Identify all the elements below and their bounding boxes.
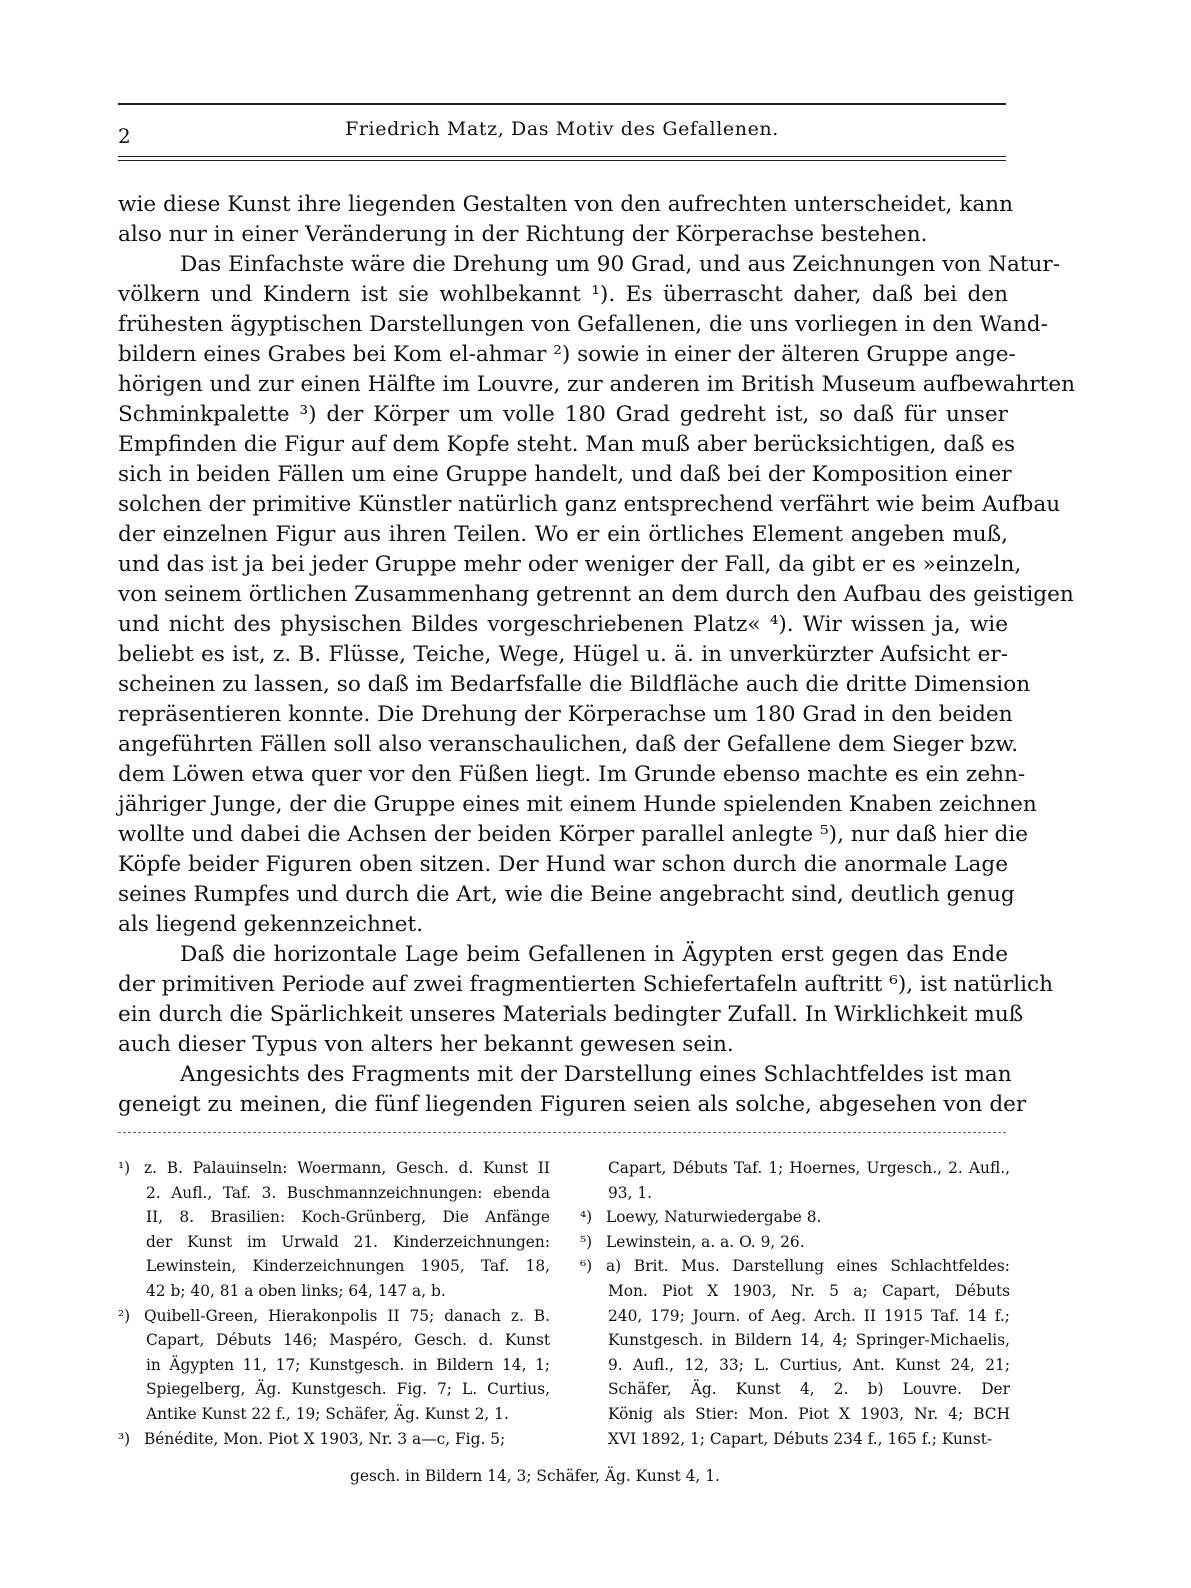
body-line: solchen der primitive Künstler natürlich ganz entsprechend verfährt wie beim Aufbau [118,492,1061,517]
header-bottom-rule [118,156,1006,157]
footnote-line [118,1427,550,1452]
footnote [580,1156,1010,1205]
footnotes-right-column [580,1156,1010,1451]
footnote-line [118,1304,550,1329]
body-line: wollte und dabei die Achsen der beiden Körper parallel anlegte ⁵), nur daß hier die [118,822,1029,847]
footnote-line: 2. Aufl., Taf. 3. Buschmannzeichnungen: ebenda [146,1183,550,1202]
footnote-line: Schäfer, Äg. Kunst 4, 2. b) Louvre. Der [608,1380,1010,1399]
footnote-line: Capart, Débuts 146; Maspéro, Gesch. d. Kunst [146,1331,550,1350]
footnote-text: z. B. Palauinseln: Woermann, Gesch. d. Kunst II [144,1159,550,1177]
footnote-mark: ⁵) [580,1232,593,1251]
body-line: von seinem örtlichen Zusammenhang getrennt an dem durch den Aufbau des geistigen [118,582,1074,607]
body-line: Schminkpalette ³) der Körper um volle 180 Grad gedreht ist, so daß für unser [118,402,1008,427]
footnote-mark: ²) [118,1306,131,1325]
footnote-text: Lewinstein, a. a. O. 9, 26. [606,1232,805,1251]
footnote-mark: ⁴) [580,1208,593,1227]
footnote-line: 240, 179; Journ. of Aeg. Arch. II 1915 Taf. 14 f.; [608,1306,1010,1325]
body-line: und nicht des physischen Bildes vorgeschriebenen Platz« ⁴). Wir wissen ja, wie [118,612,1008,637]
body-line: also nur in einer Veränderung in der Richtung der Körperachse bestehen. [118,222,928,247]
footnote-continuation: gesch. in Bildern 14, 3; Schäfer, Äg. Kunst 4, 1. [350,1467,720,1485]
footnote-line: Mon. Piot X 1903, Nr. 5 a; Capart, Débuts [608,1281,1010,1300]
body-line: angeführten Fällen soll also veranschaulichen, daß der Gefallene dem Sieger bzw. [118,732,1019,757]
body-line: der primitiven Periode auf zwei fragmentierten Schiefertafeln auftritt ⁶), ist natürlich [118,972,1054,997]
page-number: 2 [118,124,131,148]
footnote-line [580,1230,1010,1255]
body-line: seines Rumpfes und durch die Art, wie die Beine angebracht sind, deutlich genug [118,882,1015,907]
running-title: Friedrich Matz, Das Motiv des Gefallenen. [345,118,779,140]
footnote [580,1230,1010,1255]
footnote-line: Capart, Débuts Taf. 1; Hoernes, Urgesch., 2. Aufl., [608,1159,1010,1177]
footnote-line: in Ägypten 11, 17; Kunstgesch. in Bildern 14, 1; [146,1355,550,1374]
body-line: beliebt es ist, z. B. Flüsse, Teiche, Wege, Hügel u. ä. in unverkürzter Aufsicht er- [118,642,1008,667]
footnote [118,1427,550,1452]
body-text [118,190,1076,1120]
body-line: ein durch die Spärlichkeit unseres Materials bedingter Zufall. In Wirklichkeit muß [118,1002,1024,1027]
footnote-line: König als Stier: Mon. Piot X 1903, Nr. 4; BCH [608,1404,1010,1423]
body-line: Daß die horizontale Lage beim Gefallenen in Ägypten erst gegen das Ende [180,942,1008,967]
body-line: hörigen und zur einen Hälfte im Louvre, zur anderen im British Museum aufbewahrten [118,372,1076,397]
footnote-line: II, 8. Brasilien: Koch-Grünberg, Die Anfänge [146,1208,550,1227]
footnote-line: XVI 1892, 1; Capart, Débuts 234 f., 165 f.; Kunst- [608,1429,993,1448]
body-line: dem Löwen etwa quer vor den Füßen liegt. Im Grunde ebenso machte es ein zehn- [118,762,1026,787]
body-line: der einzelnen Figur aus ihren Teilen. Wo er ein örtliches Element angeben muß, [118,522,1008,547]
body-line: als liegend gekennzeichnet. [118,912,424,937]
body-line: und das ist ja bei jeder Gruppe mehr oder weniger der Fall, da gibt er es »einzeln, [118,552,1022,577]
footnotes-left-column [118,1156,550,1451]
footnote [118,1156,550,1304]
footnote [580,1205,1010,1230]
body-line: Empfinden die Figur auf dem Kopfe steht. Man muß aber berücksichtigen, daß es [118,432,1016,457]
body-line: auch dieser Typus von alters her bekannt gewesen sein. [118,1032,734,1057]
body-line: Köpfe beider Figuren oben sitzen. Der Hund war schon durch die anormale Lage [118,852,1008,877]
footnote [118,1304,550,1427]
body-line: wie diese Kunst ihre liegenden Gestalten von den aufrechten unterscheidet, kann [118,192,1014,217]
footnote-line: 93, 1. [608,1183,653,1202]
footnote-line: Kunstgesch. in Bildern 14, 4; Springer-Michaelis, [608,1331,1010,1350]
footnote [580,1254,1010,1451]
body-line: repräsentieren konnte. Die Drehung der Körperachse um 180 Grad in den beiden [118,702,1013,727]
footnote-line [580,1205,1010,1230]
footnote-line: Lewinstein, Kinderzeichnungen 1905, Taf. 18, [146,1257,550,1276]
body-line: jähriger Junge, der die Gruppe eines mit einem Hunde spielenden Knaben zeichnen [118,792,1037,817]
body-line: völkern und Kindern ist sie wohlbekannt ¹). Es überrascht daher, daß bei den [118,282,1008,307]
body-line: bildern eines Grabes bei Kom el-ahmar ²) sowie in einer der älteren Gruppe ange- [118,342,1016,367]
body-line: Angesichts des Fragments mit der Darstellung eines Schlachtfeldes ist man [180,1062,1012,1087]
body-line: sich in beiden Fällen um eine Gruppe handelt, und daß bei der Komposition einer [118,462,1012,487]
footnote-line: Antike Kunst 22 f., 19; Schäfer, Äg. Kunst 2, 1. [146,1404,509,1423]
footnote-mark: ³) [118,1429,131,1448]
body-line: Das Einfachste wäre die Drehung um 90 Grad, und aus Zeichnungen von Natur- [180,252,1061,277]
footnote-text: Quibell-Green, Hierakonpolis II 75; danach z. B. [144,1306,550,1325]
header-top-rule [118,103,1006,105]
footnote-mark: ¹) [118,1159,131,1177]
footnote-line [580,1254,1010,1279]
body-line: geneigt zu meinen, die fünf liegenden Figuren seien als solche, abgesehen von der [118,1092,1027,1117]
header-bottom-rule-2 [118,160,1006,161]
footnote-text: Loewy, Naturwiedergabe 8. [606,1208,822,1227]
body-line: scheinen zu lassen, so daß im Bedarfsfalle die Bildfläche auch die dritte Dimension [118,672,1031,697]
body-line: frühesten ägyptischen Darstellungen von Gefallenen, die uns vorliegen in den Wand- [118,312,1048,337]
page-header [118,118,1006,148]
footnote-text: Bénédite, Mon. Piot X 1903, Nr. 3 a—c, Fig. 5; [144,1429,506,1448]
footnote-line: Spiegelberg, Äg. Kunstgesch. Fig. 7; L. Curtius, [146,1380,550,1399]
footnote-mark: ⁶) [580,1257,593,1276]
footnote-line: 42 b; 40, 81 a oben links; 64, 147 a, b. [146,1281,446,1300]
footnote-line [118,1156,550,1181]
footnote-separator [118,1132,1006,1133]
footnote-line: der Kunst im Urwald 21. Kinderzeichnungen: [146,1232,550,1251]
footnote-text: a) Brit. Mus. Darstellung eines Schlachtfeldes: [606,1257,1010,1276]
footnote-line: 9. Aufl., 12, 33; L. Curtius, Ant. Kunst 24, 21; [608,1355,1010,1374]
